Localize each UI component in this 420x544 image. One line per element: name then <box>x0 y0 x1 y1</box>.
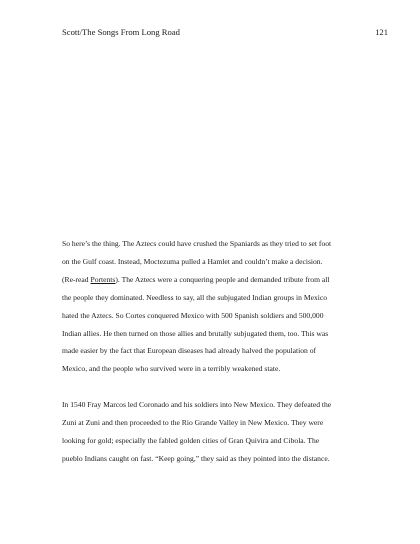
text-line: pueblo Indians caught on fast. “Keep going,” they said as they pointed into the distance. <box>62 453 330 463</box>
text-line: In 1540 Fray Marcos led Coronado and his soldiers into New Mexico. They defeated the <box>62 399 332 409</box>
page-header <box>62 25 388 39</box>
paragraph-aztecs <box>62 235 392 378</box>
text-line: So here’s the thing. The Aztecs could have crushed the Spaniards as they tried to set foot <box>62 239 332 248</box>
text-segment: ). The Aztecs were a conquering people and demanded tribute from all <box>115 274 330 284</box>
text-line: on the Gulf coast. Instead, Moctezuma pulled a Hamlet and couldn’t make a decision. <box>62 256 323 266</box>
text-line: made easier by the fact that European diseases had already halved the population of <box>62 346 317 356</box>
text-line: the people they dominated. Needless to say, all the subjugated Indian groups in Mexico <box>62 292 328 302</box>
text-line: Zuni at Zuni and then proceeded to the Rio Grande Valley in New Mexico. They were <box>62 417 324 427</box>
text-line <box>62 271 392 289</box>
text-line: Mexico, and the people who survived were in a terribly weakened state. <box>62 364 281 374</box>
body-text <box>62 235 392 467</box>
paragraph-coronado <box>62 396 392 468</box>
text-segment: (Re-read <box>62 274 91 284</box>
page-number: 121 <box>375 27 388 37</box>
running-header-title: Scott/The Songs From Long Road <box>62 27 180 37</box>
text-line: looking for gold; especially the fabled golden cities of Gran Quivira and Cibola. The <box>62 435 320 445</box>
text-line: Indian allies. He then turned on those allies and brutally subjugated them, too. This was <box>62 328 329 338</box>
portents-link[interactable]: Portents <box>90 274 116 284</box>
text-line: hated the Aztecs. So Cortes conquered Mexico with 500 Spanish soldiers and 500,000 <box>62 310 324 320</box>
